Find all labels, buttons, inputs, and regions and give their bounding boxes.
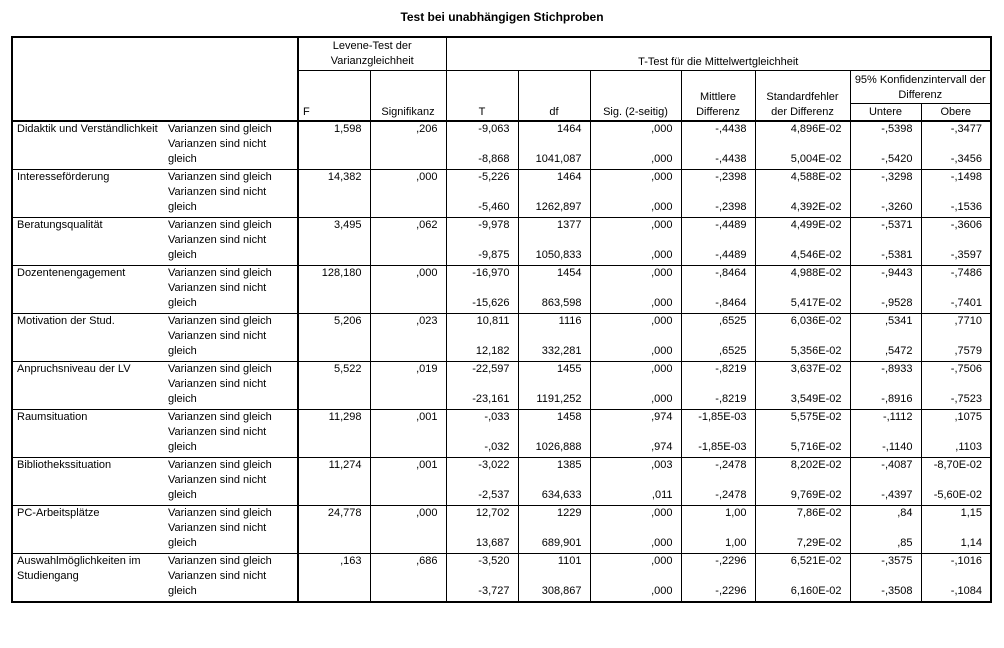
table-row (12, 121, 991, 137)
independent-samples-test-table (11, 36, 992, 603)
cell-t: -22,597 (446, 362, 518, 378)
cell-sig2: ,000 (590, 569, 681, 602)
cell-lo: -,1140 (850, 425, 921, 458)
condition-not-equal-label: Varianzen sind nicht gleich (168, 234, 267, 261)
cell-t: -9,875 (446, 233, 518, 266)
condition-not-equal-label: Varianzen sind nicht gleich (168, 378, 267, 405)
cell-df: 1454 (518, 266, 590, 282)
cell-hi: ,7710 (921, 314, 991, 330)
header-std-err: Standardfehler der Differenz (755, 71, 850, 122)
cell-se: 6,036E-02 (755, 314, 850, 330)
cell-sig2: ,000 (590, 314, 681, 330)
header-sig: Signifikanz (370, 71, 446, 122)
cell-sig2: ,011 (590, 473, 681, 506)
cell-f: 11,298 (298, 410, 370, 426)
table-row (12, 218, 991, 234)
cell-df: 1041,087 (518, 137, 590, 170)
cell-md: -,2296 (681, 554, 755, 570)
condition-equal-label: Varianzen sind gleich (166, 362, 298, 378)
cell-f: 1,598 (298, 121, 370, 137)
condition-not-equal-label: Varianzen sind nicht gleich (168, 282, 267, 309)
cell-se: 4,588E-02 (755, 170, 850, 186)
cell-sig2: ,000 (590, 170, 681, 186)
cell-sig (370, 377, 446, 410)
cell-lo: -,9443 (850, 266, 921, 282)
cell-md: -,2296 (681, 569, 755, 602)
cell-lo: -,5371 (850, 218, 921, 234)
header-mean-diff: Mittlere Differenz (681, 71, 755, 122)
cell-t: 12,182 (446, 329, 518, 362)
cell-f (298, 425, 370, 458)
table-row (12, 314, 991, 330)
condition-not-equal-label: Varianzen sind nicht gleich (168, 186, 267, 213)
cell-md: -,8464 (681, 281, 755, 314)
cell-lo: -,4087 (850, 458, 921, 474)
table-row (12, 410, 991, 426)
cell-sig (370, 137, 446, 170)
cell-t: -,032 (446, 425, 518, 458)
cell-hi: -,1498 (921, 170, 991, 186)
cell-sig (370, 233, 446, 266)
cell-sig: ,686 (370, 554, 446, 570)
cell-sig2: ,000 (590, 362, 681, 378)
header-f: F (298, 71, 370, 122)
variable-label: PC-Arbeitsplätze (12, 506, 166, 554)
cell-hi: -,7486 (921, 266, 991, 282)
cell-t: -5,460 (446, 185, 518, 218)
cell-f: 3,495 (298, 218, 370, 234)
cell-sig2: ,000 (590, 185, 681, 218)
header-blank (12, 37, 298, 121)
cell-t: -9,063 (446, 121, 518, 137)
cell-lo: -,5398 (850, 121, 921, 137)
cell-hi: -,7506 (921, 362, 991, 378)
cell-sig2: ,000 (590, 281, 681, 314)
cell-se: 4,499E-02 (755, 218, 850, 234)
cell-t: -,033 (446, 410, 518, 426)
cell-sig2: ,000 (590, 377, 681, 410)
cell-sig2: ,974 (590, 425, 681, 458)
cell-md: -,4438 (681, 137, 755, 170)
cell-se: 5,417E-02 (755, 281, 850, 314)
cell-f: 14,382 (298, 170, 370, 186)
cell-f (298, 137, 370, 170)
table-row (12, 170, 991, 186)
cell-hi: -,7401 (921, 281, 991, 314)
cell-hi: -,3597 (921, 233, 991, 266)
cell-f: 5,206 (298, 314, 370, 330)
cell-t: -3,022 (446, 458, 518, 474)
cell-md: -,2398 (681, 185, 755, 218)
cell-sig2: ,000 (590, 266, 681, 282)
cell-md: -,8219 (681, 362, 755, 378)
cell-se: 8,202E-02 (755, 458, 850, 474)
cell-md: -,4438 (681, 121, 755, 137)
cell-f (298, 329, 370, 362)
condition-equal-label: Varianzen sind gleich (166, 458, 298, 474)
header-ci-group: 95% Konfidenzintervall der Differenz (850, 71, 991, 104)
cell-df: 1464 (518, 170, 590, 186)
condition-not-equal-label: Varianzen sind nicht gleich (168, 426, 267, 453)
cell-sig: ,000 (370, 170, 446, 186)
cell-sig2: ,000 (590, 521, 681, 554)
cell-f: ,163 (298, 554, 370, 570)
cell-lo: -,8933 (850, 362, 921, 378)
cell-lo: -,3508 (850, 569, 921, 602)
cell-lo: -,8916 (850, 377, 921, 410)
cell-f (298, 521, 370, 554)
cell-se: 6,160E-02 (755, 569, 850, 602)
cell-sig (370, 281, 446, 314)
cell-f: 24,778 (298, 506, 370, 522)
cell-t: -8,868 (446, 137, 518, 170)
cell-sig (370, 569, 446, 602)
cell-sig2: ,000 (590, 329, 681, 362)
cell-lo: -,3260 (850, 185, 921, 218)
cell-sig2: ,000 (590, 137, 681, 170)
variable-label: Raumsituation (12, 410, 166, 458)
cell-se: 5,575E-02 (755, 410, 850, 426)
cell-lo: -,3575 (850, 554, 921, 570)
cell-f (298, 473, 370, 506)
cell-md: -,2478 (681, 473, 755, 506)
variable-label: Dozentenengagement (12, 266, 166, 314)
cell-lo: -,3298 (850, 170, 921, 186)
cell-df: 1377 (518, 218, 590, 234)
condition-equal-label: Varianzen sind gleich (166, 266, 298, 282)
cell-f: 128,180 (298, 266, 370, 282)
cell-sig2: ,974 (590, 410, 681, 426)
table-row (12, 458, 991, 474)
condition-equal-label: Varianzen sind gleich (166, 554, 298, 570)
cell-f (298, 281, 370, 314)
cell-se: 6,521E-02 (755, 554, 850, 570)
cell-df: 634,633 (518, 473, 590, 506)
cell-t: -2,537 (446, 473, 518, 506)
cell-df: 1026,888 (518, 425, 590, 458)
condition-equal-label: Varianzen sind gleich (166, 410, 298, 426)
cell-t: -3,727 (446, 569, 518, 602)
cell-hi: -,1536 (921, 185, 991, 218)
cell-hi: -,3456 (921, 137, 991, 170)
condition-equal-label: Varianzen sind gleich (166, 121, 298, 137)
header-sig2: Sig. (2-seitig) (590, 71, 681, 122)
cell-f: 5,522 (298, 362, 370, 378)
variable-label: Didaktik und Verständlichkeit (12, 121, 166, 170)
cell-df: 1385 (518, 458, 590, 474)
cell-hi: -5,60E-02 (921, 473, 991, 506)
cell-t: -5,226 (446, 170, 518, 186)
header-upper: Obere (921, 104, 991, 122)
cell-md: -,2478 (681, 458, 755, 474)
cell-t: -9,978 (446, 218, 518, 234)
cell-sig: ,206 (370, 121, 446, 137)
condition-not-equal-label: Varianzen sind nicht gleich (168, 138, 267, 165)
cell-sig: ,000 (370, 506, 446, 522)
cell-hi: -,1084 (921, 569, 991, 602)
table-body (12, 121, 991, 602)
cell-t: 10,811 (446, 314, 518, 330)
condition-equal-label: Varianzen sind gleich (166, 170, 298, 186)
cell-md: ,6525 (681, 329, 755, 362)
cell-se: 5,716E-02 (755, 425, 850, 458)
header-df: df (518, 71, 590, 122)
cell-df: 689,901 (518, 521, 590, 554)
cell-df: 1050,833 (518, 233, 590, 266)
condition-equal-label: Varianzen sind gleich (166, 314, 298, 330)
cell-sig (370, 329, 446, 362)
cell-lo: ,5472 (850, 329, 921, 362)
cell-hi: -,3606 (921, 218, 991, 234)
cell-lo: -,4397 (850, 473, 921, 506)
cell-md: -1,85E-03 (681, 425, 755, 458)
variable-label: Anpruchsniveau der LV (12, 362, 166, 410)
cell-lo: ,84 (850, 506, 921, 522)
cell-df: 1455 (518, 362, 590, 378)
cell-sig2: ,003 (590, 458, 681, 474)
cell-sig2: ,000 (590, 506, 681, 522)
cell-hi: 1,14 (921, 521, 991, 554)
variable-label: Bibliothekssituation (12, 458, 166, 506)
variable-label: Auswahlmöglichkeiten im Studiengang (12, 554, 166, 603)
cell-hi: -,7523 (921, 377, 991, 410)
cell-df: 1101 (518, 554, 590, 570)
cell-se: 4,988E-02 (755, 266, 850, 282)
cell-df: 1262,897 (518, 185, 590, 218)
cell-sig: ,001 (370, 458, 446, 474)
cell-sig: ,062 (370, 218, 446, 234)
variable-label: Motivation der Stud. (12, 314, 166, 362)
cell-hi: -,1016 (921, 554, 991, 570)
cell-se: 4,392E-02 (755, 185, 850, 218)
cell-lo: -,5420 (850, 137, 921, 170)
condition-equal-label: Varianzen sind gleich (166, 218, 298, 234)
cell-t: -23,161 (446, 377, 518, 410)
cell-t: -15,626 (446, 281, 518, 314)
cell-sig: ,001 (370, 410, 446, 426)
cell-t: 13,687 (446, 521, 518, 554)
cell-md: -1,85E-03 (681, 410, 755, 426)
variable-label: Beratungsqualität (12, 218, 166, 266)
cell-f (298, 377, 370, 410)
cell-sig (370, 425, 446, 458)
cell-lo: -,9528 (850, 281, 921, 314)
cell-hi: -8,70E-02 (921, 458, 991, 474)
cell-df: 1464 (518, 121, 590, 137)
cell-df: 1229 (518, 506, 590, 522)
table-row (12, 554, 991, 570)
cell-lo: -,1112 (850, 410, 921, 426)
variable-label: Interesseförderung (12, 170, 166, 218)
cell-se: 3,549E-02 (755, 377, 850, 410)
cell-f (298, 233, 370, 266)
header-levene-group: Levene-Test der Varianzgleichheit (298, 37, 446, 71)
condition-equal-label: Varianzen sind gleich (166, 506, 298, 522)
condition-not-equal-label: Varianzen sind nicht gleich (168, 330, 267, 357)
cell-sig2: ,000 (590, 233, 681, 266)
cell-sig (370, 473, 446, 506)
cell-df: 1458 (518, 410, 590, 426)
condition-not-equal-label: Varianzen sind nicht gleich (168, 522, 267, 549)
cell-se: 3,637E-02 (755, 362, 850, 378)
cell-hi: ,7579 (921, 329, 991, 362)
cell-md: ,6525 (681, 314, 755, 330)
cell-se: 4,546E-02 (755, 233, 850, 266)
table-row (12, 362, 991, 378)
cell-sig: ,019 (370, 362, 446, 378)
cell-lo: -,5381 (850, 233, 921, 266)
header-lower: Untere (850, 104, 921, 122)
cell-se: 5,356E-02 (755, 329, 850, 362)
condition-not-equal-label: Varianzen sind nicht gleich (168, 474, 267, 501)
cell-se: 4,896E-02 (755, 121, 850, 137)
cell-md: -,4489 (681, 233, 755, 266)
cell-f: 11,274 (298, 458, 370, 474)
cell-df: 863,598 (518, 281, 590, 314)
cell-se: 9,769E-02 (755, 473, 850, 506)
table-row (12, 266, 991, 282)
header-t: T (446, 71, 518, 122)
cell-t: -3,520 (446, 554, 518, 570)
cell-md: -,4489 (681, 218, 755, 234)
cell-md: -,8219 (681, 377, 755, 410)
cell-hi: 1,15 (921, 506, 991, 522)
cell-md: 1,00 (681, 506, 755, 522)
cell-sig: ,000 (370, 266, 446, 282)
header-ttest-group: T-Test für die Mittelwertgleichheit (446, 37, 991, 71)
cell-se: 7,29E-02 (755, 521, 850, 554)
cell-f (298, 569, 370, 602)
cell-df: 1116 (518, 314, 590, 330)
cell-sig2: ,000 (590, 121, 681, 137)
cell-hi: -,3477 (921, 121, 991, 137)
cell-md: -,8464 (681, 266, 755, 282)
cell-sig (370, 521, 446, 554)
cell-f (298, 185, 370, 218)
cell-sig2: ,000 (590, 218, 681, 234)
cell-sig2: ,000 (590, 554, 681, 570)
cell-t: 12,702 (446, 506, 518, 522)
cell-hi: ,1103 (921, 425, 991, 458)
cell-md: 1,00 (681, 521, 755, 554)
cell-lo: ,85 (850, 521, 921, 554)
table-title: Test bei unabhängigen Stichproben (400, 10, 604, 24)
table-row (12, 506, 991, 522)
cell-sig (370, 185, 446, 218)
cell-df: 308,867 (518, 569, 590, 602)
cell-sig: ,023 (370, 314, 446, 330)
cell-lo: ,5341 (850, 314, 921, 330)
cell-hi: ,1075 (921, 410, 991, 426)
table-header (12, 37, 991, 121)
cell-se: 7,86E-02 (755, 506, 850, 522)
cell-se: 5,004E-02 (755, 137, 850, 170)
cell-df: 332,281 (518, 329, 590, 362)
cell-df: 1191,252 (518, 377, 590, 410)
cell-md: -,2398 (681, 170, 755, 186)
cell-t: -16,970 (446, 266, 518, 282)
condition-not-equal-label: Varianzen sind nicht gleich (168, 570, 267, 597)
